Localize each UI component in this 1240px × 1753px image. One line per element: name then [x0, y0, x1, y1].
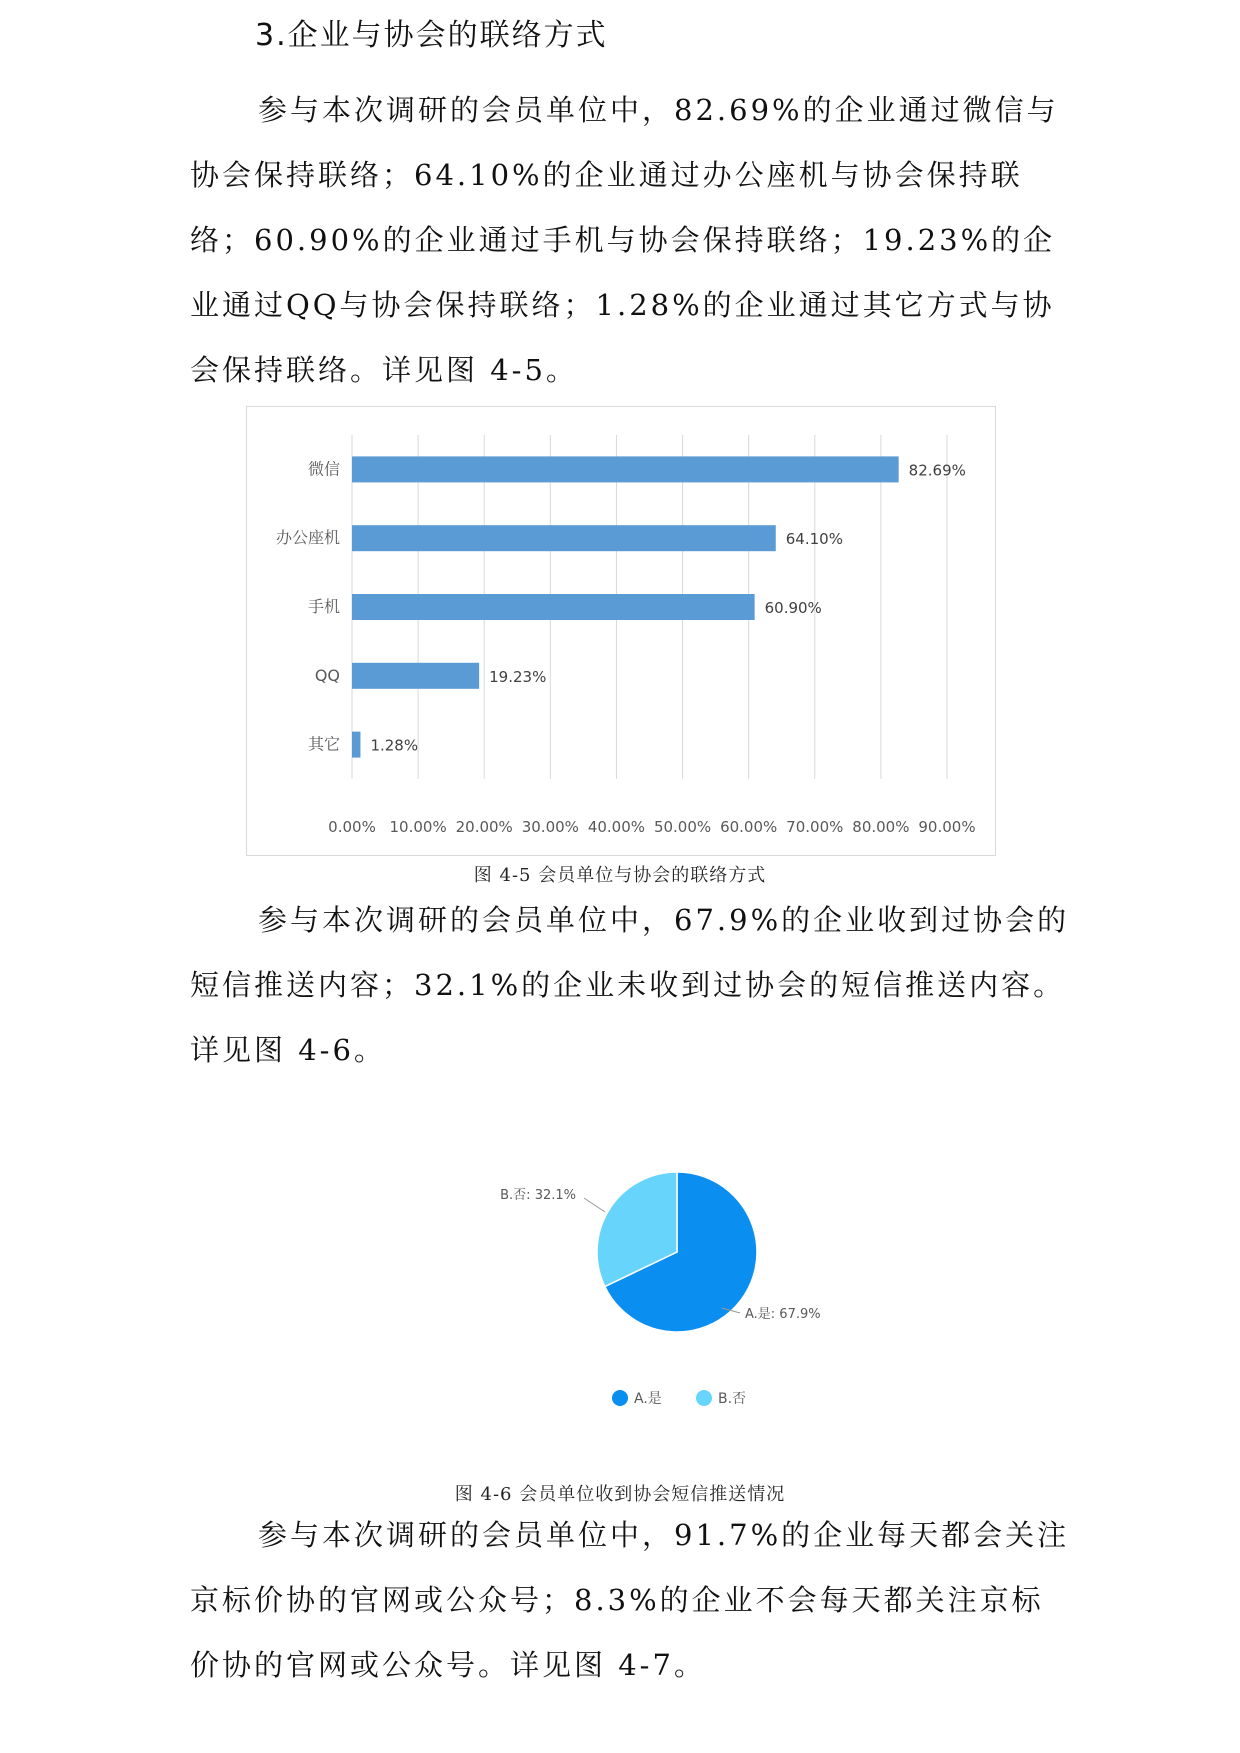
data-label: 82.69% [908, 461, 966, 480]
x-tick-label: 30.00% [521, 818, 579, 836]
data-label: 19.23% [489, 667, 547, 686]
bar [352, 525, 776, 551]
category-label: 手机 [307, 597, 340, 616]
section-heading: 3.企业与协会的联络方式 [255, 18, 608, 53]
category-label: 微信 [307, 459, 340, 479]
x-tick-label: 40.00% [587, 818, 646, 836]
slice-label: A.是: 67.9% [745, 1307, 821, 1322]
bar-chart-frame [246, 406, 996, 856]
bar [352, 663, 479, 689]
legend-marker [696, 1390, 712, 1406]
x-tick-label: 20.00% [455, 818, 513, 836]
data-label: 1.28% [370, 736, 419, 755]
paragraph-website: 参与本次调研的会员单位中，91.7%的企业每天都会关注京标价协的官网或公众号；8.3%的企业不会每天都关注京标价协的官网或公众号。详见图 4-7。 [190, 1518, 1070, 1682]
category-label: 办公座机 [275, 528, 340, 548]
figure-caption-4-6: 图 4-6 会员单位收到协会短信推送情况 [454, 1484, 786, 1505]
legend-label: B.否 [718, 1391, 747, 1407]
x-tick-label: 80.00% [852, 818, 910, 836]
data-label: 60.90% [764, 599, 822, 617]
x-tick-label: 50.00% [653, 818, 712, 836]
x-tick-label: 0.00% [328, 818, 376, 836]
legend-label: A.是 [634, 1391, 662, 1407]
paragraph-contact-methods: 参与本次调研的会员单位中，82.69%的企业通过微信与协会保持联络；64.10%的企业通过办公座机与协会保持联络；60.90%的企业通过手机与协会保持联络；19.23%的企业通过QQ与协会保持联络；1.28%的企业通过其它方式与协会保持联络。详见图 4-5。 [190, 93, 1059, 387]
bar-chart [247, 407, 994, 854]
category-label: QQ [314, 665, 340, 685]
bar [352, 456, 899, 482]
slice-label: B.否: 32.1% [500, 1188, 576, 1203]
x-tick-label: 10.00% [389, 818, 447, 836]
legend-marker [612, 1390, 628, 1406]
bar [352, 732, 360, 758]
pie-chart [460, 1168, 960, 1468]
x-tick-label: 70.00% [786, 818, 844, 836]
data-label: 64.10% [785, 530, 843, 549]
category-label: 其它 [307, 734, 340, 754]
slice-leader-line [584, 1198, 605, 1212]
bar [352, 594, 755, 620]
paragraph-sms: 参与本次调研的会员单位中，67.9%的企业收到过协会的短信推送内容；32.1%的企业未收到过协会的短信推送内容。详见图 4-6。 [190, 903, 1070, 1067]
x-tick-label: 90.00% [918, 818, 976, 836]
x-tick-label: 60.00% [720, 818, 778, 836]
figure-caption-4-5: 图 4-5 会员单位与协会的联络方式 [473, 865, 767, 886]
